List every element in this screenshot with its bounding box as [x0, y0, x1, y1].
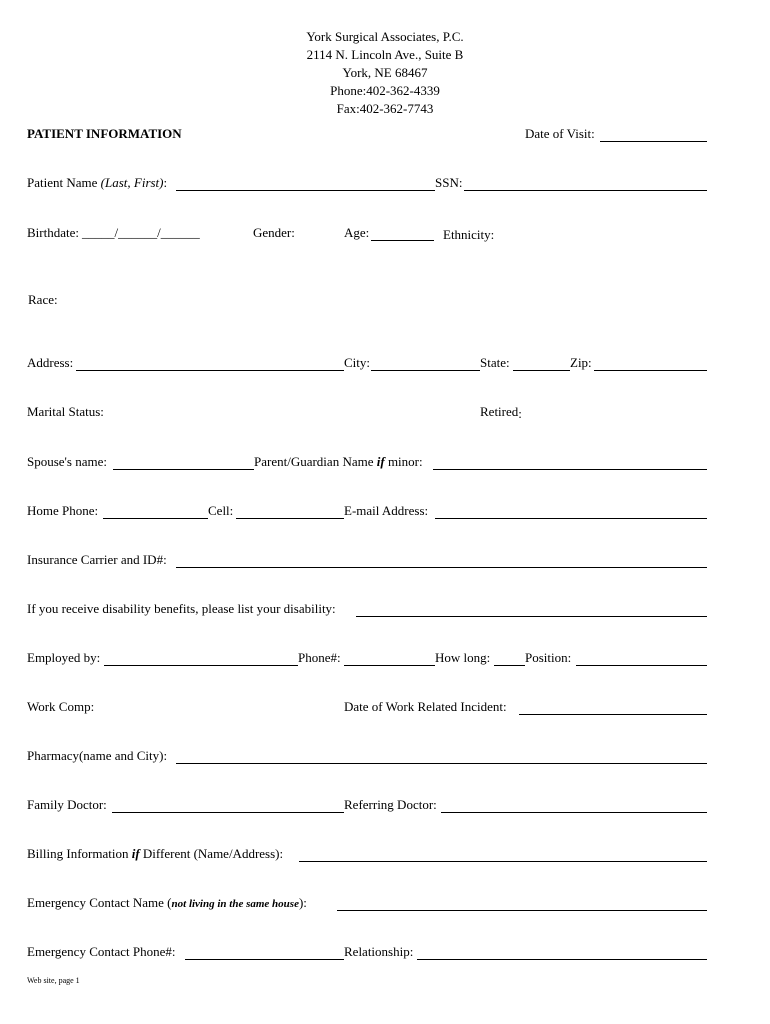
demographics-row — [27, 223, 707, 243]
ethnicity-label: Ethnicity: — [443, 227, 495, 242]
page-footer: Web site, page 1 — [27, 976, 80, 985]
billing-row — [27, 844, 707, 864]
age-label: Age: — [344, 225, 370, 240]
date-of-visit-label: Date of Visit: — [525, 126, 595, 141]
birthdate-field[interactable]: _____/______/______ — [82, 225, 200, 240]
referring-doctor-field[interactable] — [441, 812, 707, 813]
marital-status-row — [27, 402, 707, 422]
billing-field[interactable] — [299, 861, 707, 862]
state-label: State: — [480, 355, 510, 370]
practice-name: York Surgical Associates, P.C. — [306, 29, 464, 44]
emergency-name-label: Emergency Contact Name (not living in the same house): — [27, 895, 307, 910]
employer-phone-label: Phone#: — [298, 650, 341, 665]
disability-field[interactable] — [356, 616, 707, 617]
practice-header — [0, 28, 770, 118]
date-of-visit-field[interactable] — [600, 141, 707, 142]
family-doctor-label: Family Doctor: — [27, 797, 107, 812]
gender-label: Gender: — [253, 225, 295, 240]
emergency-name-row — [27, 893, 707, 913]
insurance-label: Insurance Carrier and ID#: — [27, 552, 167, 567]
disability-row — [27, 599, 707, 619]
contact-phones-row — [27, 501, 707, 521]
ssn-label: SSN: — [435, 175, 463, 190]
spouse-row — [27, 452, 707, 472]
how-long-field[interactable] — [494, 665, 525, 666]
incident-date-field[interactable] — [519, 714, 707, 715]
practice-phone: Phone:402-362-4339 — [330, 83, 440, 98]
pharmacy-field[interactable] — [176, 763, 707, 764]
employment-row — [27, 648, 707, 668]
ssn-field[interactable] — [464, 190, 707, 191]
state-field[interactable] — [513, 370, 570, 371]
practice-city-state-zip: York, NE 68467 — [342, 65, 428, 80]
spouse-name-label: Spouse's name: — [27, 454, 107, 469]
relationship-label: Relationship: — [344, 944, 414, 959]
patient-name-row — [27, 173, 707, 193]
retired-label: Retired: — [480, 404, 522, 421]
address-row — [27, 353, 707, 373]
referring-doctor-label: Referring Doctor: — [344, 797, 437, 812]
section-title: PATIENT INFORMATION — [27, 126, 182, 141]
work-comp-row — [27, 697, 707, 717]
patient-name-field[interactable] — [176, 190, 435, 191]
how-long-label: How long: — [435, 650, 491, 665]
zip-label: Zip: — [570, 355, 592, 370]
spouse-name-field[interactable] — [113, 469, 254, 470]
marital-status-label: Marital Status: — [27, 404, 104, 419]
emergency-phone-label: Emergency Contact Phone#: — [27, 944, 176, 959]
billing-label: Billing Information if Different (Name/Address): — [27, 846, 284, 861]
pharmacy-row — [27, 746, 707, 766]
family-doctor-field[interactable] — [112, 812, 344, 813]
employed-by-label: Employed by: — [27, 650, 101, 665]
emergency-phone-row — [27, 942, 707, 962]
address-field[interactable] — [76, 370, 344, 371]
position-label: Position: — [525, 650, 572, 665]
home-phone-field[interactable] — [103, 518, 208, 519]
employed-by-field[interactable] — [104, 665, 298, 666]
incident-date-label: Date of Work Related Incident: — [344, 699, 507, 714]
race-label: Race: — [28, 292, 58, 307]
work-comp-label: Work Comp: — [27, 699, 95, 714]
pharmacy-label: Pharmacy(name and City): — [27, 748, 168, 763]
birthdate-label: Birthdate: — [27, 225, 79, 240]
address-label: Address: — [27, 355, 74, 370]
cell-field[interactable] — [236, 518, 344, 519]
section-title-row — [27, 124, 707, 144]
zip-field[interactable] — [594, 370, 707, 371]
guardian-name-field[interactable] — [433, 469, 707, 470]
email-label: E-mail Address: — [344, 503, 429, 518]
relationship-field[interactable] — [417, 959, 707, 960]
practice-fax: Fax:402-362-7743 — [336, 101, 434, 116]
cell-label: Cell: — [208, 503, 234, 518]
email-field[interactable] — [435, 518, 707, 519]
emergency-phone-field[interactable] — [185, 959, 344, 960]
race-row — [27, 290, 707, 310]
employer-phone-field[interactable] — [344, 665, 435, 666]
insurance-row — [27, 550, 707, 570]
practice-street: 2114 N. Lincoln Ave., Suite B — [306, 47, 464, 62]
home-phone-label: Home Phone: — [27, 503, 99, 518]
disability-label: If you receive disability benefits, please list your disability: — [27, 601, 336, 616]
city-field[interactable] — [371, 370, 480, 371]
age-field[interactable] — [371, 240, 434, 241]
insurance-field[interactable] — [176, 567, 707, 568]
position-field[interactable] — [576, 665, 707, 666]
patient-name-label: Patient Name (Last, First): — [27, 175, 168, 190]
guardian-name-label: Parent/Guardian Name if minor: — [254, 454, 423, 469]
doctors-row — [27, 795, 707, 815]
city-label: City: — [344, 355, 371, 370]
emergency-name-field[interactable] — [337, 910, 707, 911]
